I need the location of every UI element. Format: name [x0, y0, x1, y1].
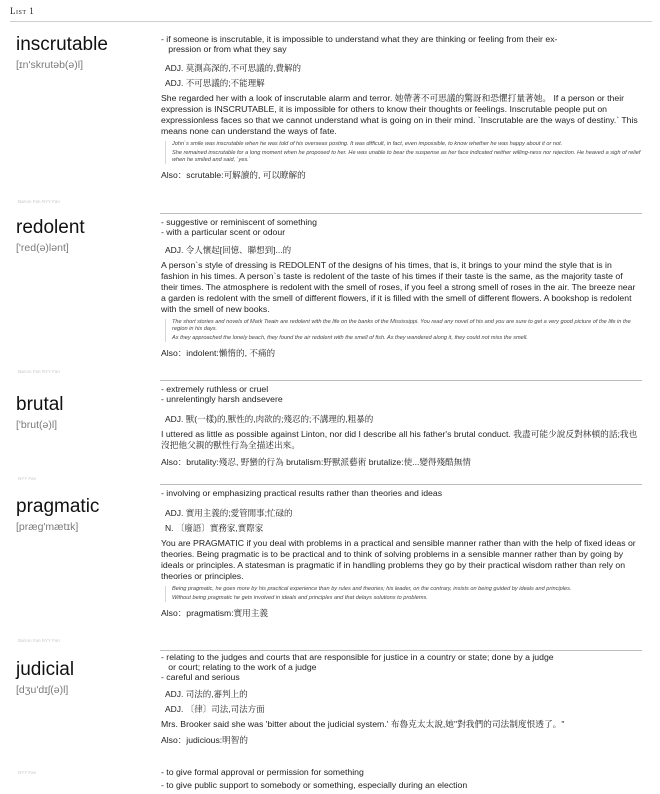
entry-separator [160, 213, 642, 214]
chinese-gloss: ADJ. 令人懷起[回憶、聯想到]...的 [165, 245, 292, 255]
entry-body [161, 767, 641, 790]
watermark: Barron Fan NYY Fan [18, 638, 60, 643]
entry-body [161, 384, 641, 468]
chinese-gloss: ADJ. 獸(一樣)的,獸性的,肉欲的;殘忍的;不講理的,粗暴的 [165, 414, 374, 424]
entry-pronunciation: [dʒu'dɪʃ(ə)l] [16, 684, 69, 696]
entry-body [161, 488, 641, 619]
entry-body [161, 652, 641, 746]
watermark: Barron Fan NYY Fan [18, 369, 60, 374]
also-line: Also：indolent:懶惰的, 不痛的 [161, 348, 276, 358]
watermark: NYY Fan [18, 476, 37, 481]
entry-head [16, 384, 156, 431]
example-quotes [165, 586, 641, 602]
example-quotes [165, 319, 641, 342]
definition: or court; relating to the work of a judge [161, 662, 317, 672]
entry-head [16, 488, 156, 533]
explanation-paragraph: Mrs. Brooker said she was 'bitter about the judicial system.' 布魯克太太說,她"對我們的司法制度恨透了。" [161, 719, 565, 729]
definition: - unrelentingly harsh andsevere [161, 394, 283, 404]
entry-head [16, 34, 156, 71]
definition: - to give formal approval or permission for something [161, 767, 364, 777]
example-quote: Being pragmatic, he goes more by his practical experience than by rules and theories; his leader, on the contrary, insists on being guided by ideals and principles. [172, 586, 572, 592]
entry-pronunciation: [ɪn'skrutəb(ə)l] [16, 59, 84, 71]
chinese-gloss: ADJ. 莫測高深的,不可思議的,費解的 [165, 63, 302, 73]
entry-word: redolent [16, 217, 85, 238]
entry-body [161, 217, 641, 359]
watermark: Barron Fan NYY Fan [18, 199, 60, 204]
also-line: Also：judicious:明智的 [161, 735, 248, 745]
entry-head [16, 652, 156, 696]
chinese-gloss: N. 〔廢語〕實務家,實際家 [165, 523, 264, 533]
definition: pression or from what they say [161, 44, 287, 54]
explanation-paragraph: I uttered as little as possible against Linton, nor did I describe all his father's brutal conduct. 我盡可能少說反對林頓的話;我也沒把他父親的獸性行為全描述出來。 [161, 429, 638, 450]
also-line: Also：scrutable:可解讀的, 可以瞭解的 [161, 170, 306, 180]
chinese-gloss: ADJ. 司法的,審判上的 [165, 689, 248, 699]
entry-pronunciation: ['brut(ə)l] [16, 419, 58, 431]
example-quote: She remained inscrutable for a long moment when he proposed to her. He was unable to bear the suspense as her face indicated neither willing-ness nor rejection. He heaved a sigh of relief when he smiled and said, `yes.` [172, 150, 641, 163]
entry-separator [160, 380, 642, 381]
example-quote: Without being pragmatic he gets involved in ideals and principles and that delays solutions to problems. [172, 595, 428, 601]
example-quote: John`s smile was inscrutable when he was told of his overseas posting. It was difficult, in fact, even impossible, to know whether he was happy about it or not. [172, 141, 563, 147]
entry-word: inscrutable [16, 34, 108, 55]
top-divider [10, 21, 652, 22]
entry-pronunciation: ['red(ə)lənt] [16, 242, 69, 254]
entry-head [16, 217, 156, 254]
entry-word: pragmatic [16, 496, 100, 517]
chinese-gloss: ADJ. 不可思議的;不能理解 [165, 78, 265, 88]
explanation-paragraph: You are PRAGMATIC if you deal with problems in a practical and sensible manner rather than with the help of fixed ideas or theories. Being pragmatic is to be practical and to think of solving problems in a sensible manner rather than by going by ideals or principles. A statesman is pragmatic if in handling problems they go by their practical wisdom rather than rely on theories or principles. [161, 538, 636, 581]
chinese-gloss: ADJ. 實用主義的;愛管閒事;忙碌的 [165, 508, 293, 518]
explanation-paragraph: A person`s style of dressing is REDOLENT of the designs of his times, that is, it brings to your mind the style that is in fashion in his times. A person`s taste is redolent of the taste of his times if their taste is the same, as the majority taste of their times. The atmosphere is redolent with the smell of roses, if you feel a strong smell of roses in the air. The breeze near a garden is redolent with the smell of different flowers, if it is filled with the smell of different flowers. A bookshop is redolent with the smell of new books. [161, 260, 636, 314]
entry-word: brutal [16, 394, 64, 415]
definition: - careful and serious [161, 672, 240, 682]
example-quotes [165, 141, 641, 164]
also-line: Also：pragmatism:實用主義 [161, 608, 268, 618]
entry-separator [160, 650, 642, 651]
list-label: List 1 [10, 6, 35, 16]
definition: - suggestive or reminiscent of something [161, 217, 317, 227]
example-quote: The short stories and novels of Mark Twain are redolent with the life on the banks of the Mississippi. You read any novel of his and you are sure to get a very good picture of the life in the region in his days. [172, 319, 631, 332]
entry-pronunciation: [præg'mætɪk] [16, 521, 79, 533]
definition: - with a particular scent or odour [161, 227, 286, 237]
example-quote: As they approached the lonely beach, they found the air redolent with the smell of fish. As they wandered along it, they could not miss the smell. [172, 335, 528, 341]
entry-body [161, 34, 641, 181]
also-line: Also：brutality:殘忍, 野蠻的行為 brutalism:野獸派藝術 brutalize:使...變得殘酷無情 [161, 457, 471, 467]
definition: - involving or emphasizing practical results rather than theories and ideas [161, 488, 443, 498]
watermark: NYY Fan [18, 770, 37, 775]
definition: - if someone is inscrutable, it is impossible to understand what they are thinking or feeling from their ex- [161, 34, 558, 44]
definition: - relating to the judges and courts that are responsible for justice in a country or state; done by a judge [161, 652, 554, 662]
explanation-paragraph: She regarded her with a look of inscrutable alarm and terror. 她帶著不可思議的驚訝和恐懼打量著她。 If a person or their expression is INSCRUTABLE, it is impossible for others to know their thoughts or feelings. Inscrutable people put on expressionless faces so that we cannot understand what is going on in their mind. `Inscrutable are the ways of destiny.` This means none can understand the ways of fate. [161, 93, 638, 136]
definition: - extremely ruthless or cruel [161, 384, 269, 394]
entry-separator [160, 484, 642, 485]
chinese-gloss: ADJ. 〔律〕司法,司法方面 [165, 704, 265, 714]
entry-word: judicial [16, 659, 75, 680]
definition: - to give public support to somebody or something, especially during an election [161, 780, 468, 790]
